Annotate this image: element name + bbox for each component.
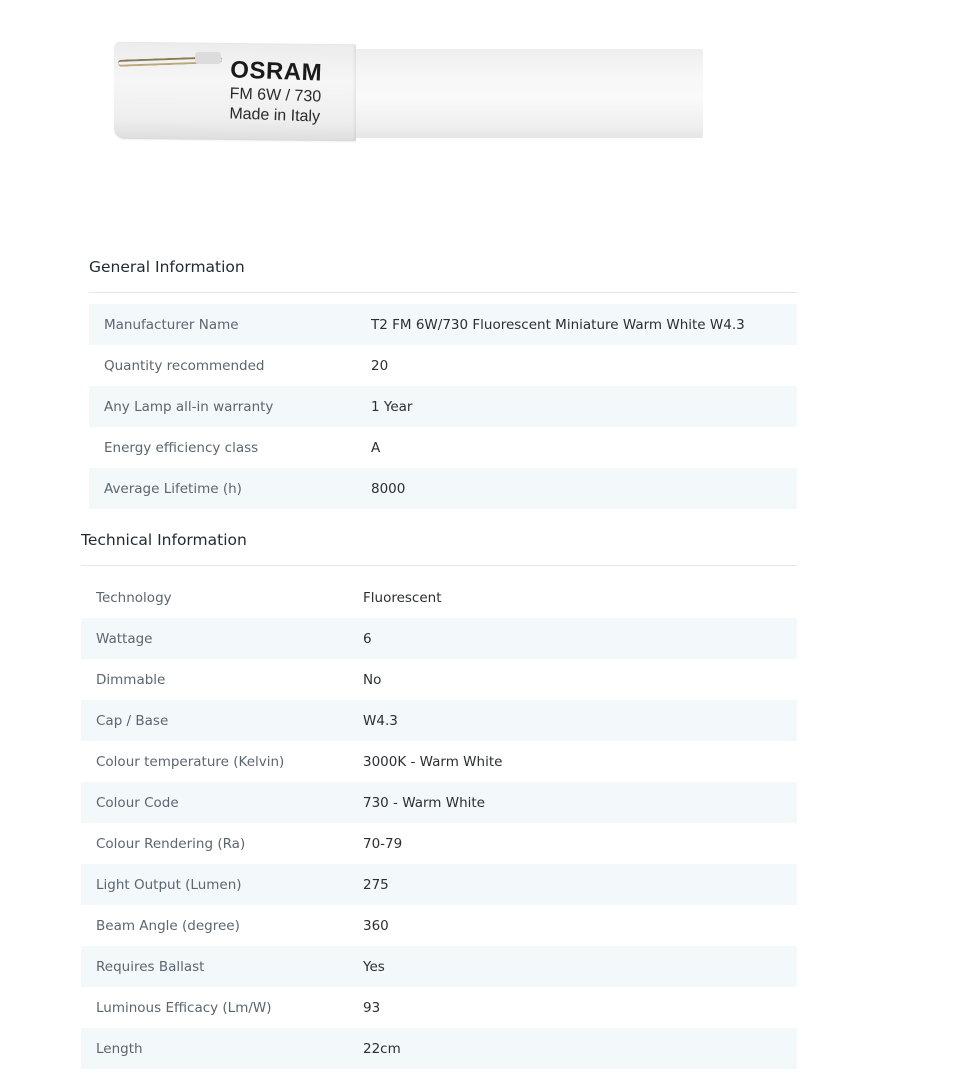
spec-label: Quantity recommended xyxy=(104,357,265,374)
cap-printing xyxy=(212,56,339,128)
spec-value: 730 - Warm White xyxy=(363,794,485,811)
spec-label: Any Lamp all-in warranty xyxy=(104,398,274,415)
spec-label: Beam Angle (degree) xyxy=(96,917,240,934)
spec-value: 275 xyxy=(363,876,389,893)
spec-row xyxy=(81,782,797,823)
spec-value: Yes xyxy=(363,958,385,975)
spec-label: Light Output (Lumen) xyxy=(96,876,242,893)
spec-value: 6 xyxy=(363,630,372,647)
spec-label: Technology xyxy=(96,589,172,606)
spec-value: 1 Year xyxy=(371,398,413,415)
spec-label: Average Lifetime (h) xyxy=(104,480,242,497)
technical-information-section xyxy=(81,528,797,1069)
spec-value: 8000 xyxy=(371,480,406,497)
spec-value: 3000K - Warm White xyxy=(363,753,503,770)
brand-logo-text: OSRAM xyxy=(229,56,323,87)
spec-value: Fluorescent xyxy=(363,589,442,606)
spec-value: 20 xyxy=(371,357,389,374)
general-information-section xyxy=(89,255,797,509)
spec-label: Manufacturer Name xyxy=(104,316,239,333)
spec-row xyxy=(81,741,797,782)
spec-label: Luminous Efficacy (Lm/W) xyxy=(96,999,272,1016)
spec-value: W4.3 xyxy=(363,712,398,729)
model-line-text: FM 6W / 730 xyxy=(229,85,322,106)
section-title: General Information xyxy=(89,258,245,276)
spec-row xyxy=(81,946,797,987)
spec-row xyxy=(81,700,797,741)
spec-value: T2 FM 6W/730 Fluorescent Miniature Warm White W4.3 xyxy=(371,316,745,333)
spec-value: 360 xyxy=(363,917,389,934)
tube-glass xyxy=(338,49,703,138)
technical-spec-table xyxy=(81,577,797,1069)
spec-label: Wattage xyxy=(96,630,153,647)
spec-row xyxy=(81,823,797,864)
spec-value: A xyxy=(371,439,381,456)
spec-label: Cap / Base xyxy=(96,712,169,729)
spec-row xyxy=(81,905,797,946)
product-image xyxy=(108,38,708,148)
spec-row xyxy=(81,1028,797,1069)
spec-row xyxy=(81,659,797,700)
spec-row xyxy=(81,987,797,1028)
section-divider xyxy=(81,565,797,566)
spec-label: Dimmable xyxy=(96,671,166,688)
spec-row xyxy=(89,386,797,427)
spec-label: Length xyxy=(96,1040,143,1057)
spec-label: Requires Ballast xyxy=(96,958,205,975)
section-divider xyxy=(89,292,797,293)
section-title: Technical Information xyxy=(81,531,247,549)
spec-label: Colour Code xyxy=(96,794,179,811)
spec-value: 93 xyxy=(363,999,381,1016)
spec-row xyxy=(89,345,797,386)
spec-value: 22cm xyxy=(363,1040,401,1057)
spec-row xyxy=(89,304,797,345)
spec-row xyxy=(81,618,797,659)
spec-label: Energy efficiency class xyxy=(104,439,259,456)
general-spec-table xyxy=(89,304,797,509)
spec-row xyxy=(89,427,797,468)
spec-value: 70-79 xyxy=(363,835,403,852)
spec-label: Colour temperature (Kelvin) xyxy=(96,753,285,770)
spec-row xyxy=(89,468,797,509)
spec-value: No xyxy=(363,671,382,688)
spec-row xyxy=(81,864,797,905)
origin-line-text: Made in Italy xyxy=(229,105,321,126)
spec-row xyxy=(81,577,797,618)
spec-label: Colour Rendering (Ra) xyxy=(96,835,246,852)
